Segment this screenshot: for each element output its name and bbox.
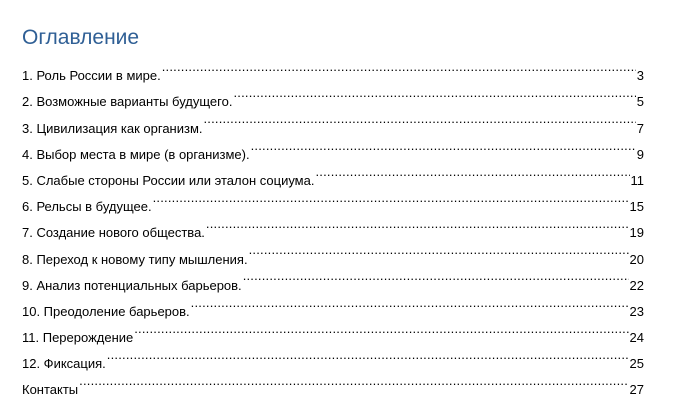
toc-entry-page: 22: [629, 277, 644, 293]
toc-entry-label: 3. Цивилизация как организм.: [22, 120, 203, 136]
toc-entry-label: 9. Анализ потенциальных барьеров.: [22, 277, 242, 293]
dot-leader: [233, 80, 635, 106]
toc-entry-page: 11: [630, 172, 644, 188]
dot-leader: [153, 185, 629, 211]
dot-leader: [204, 106, 636, 132]
toc-entry-page: 15: [629, 199, 644, 215]
toc-entry-label: 1. Роль России в мире.: [22, 68, 161, 84]
dot-leader: [249, 237, 629, 263]
toc-entry-label: 6. Рельсы в будущее.: [22, 199, 152, 215]
toc-entry-label: 10. Преодоление барьеров.: [22, 303, 190, 319]
dot-leader: [134, 316, 628, 342]
toc-entry-label: 8. Переход к новому типу мышления.: [22, 251, 248, 267]
toc-entry-page: 5: [636, 94, 644, 110]
table-of-contents: [22, 26, 644, 398]
toc-entry-label: 11. Перерождение: [22, 330, 134, 346]
toc-entry-12[interactable]: [22, 342, 644, 372]
dot-leader: [206, 211, 629, 237]
toc-title: Оглавление: [22, 26, 140, 49]
toc-entry-page: 9: [636, 146, 644, 162]
dot-leader: [79, 368, 628, 394]
toc-entry-page: 27: [629, 382, 644, 398]
toc-entry-page: 7: [636, 120, 644, 136]
dot-leader: [243, 264, 629, 290]
toc-list: [22, 54, 644, 398]
dot-leader: [251, 133, 636, 159]
dot-leader: [191, 290, 629, 316]
toc-entry-contacts[interactable]: [22, 368, 644, 398]
toc-entry-label: 2. Возможные варианты будущего.: [22, 94, 233, 110]
toc-entry-label: 5. Слабые стороны России или эталон социума.: [22, 172, 315, 188]
toc-entry-page: 19: [629, 225, 644, 241]
dot-leader: [107, 342, 629, 368]
toc-entry-label: 12. Фиксация.: [22, 356, 106, 372]
toc-entry-label: 4. Выбор места в мире (в организме).: [22, 146, 250, 162]
toc-entry-page: 20: [629, 251, 644, 267]
toc-entry-page: 3: [636, 68, 644, 84]
toc-entry-page: 24: [629, 330, 644, 346]
dot-leader: [315, 159, 629, 185]
toc-entry-label: 7. Создание нового общества.: [22, 225, 205, 241]
toc-entry-page: 23: [629, 303, 644, 319]
toc-entry-1[interactable]: [22, 54, 644, 84]
toc-entry-label: Контакты: [22, 382, 79, 398]
toc-entry-page: 25: [629, 356, 644, 372]
dot-leader: [162, 54, 636, 80]
